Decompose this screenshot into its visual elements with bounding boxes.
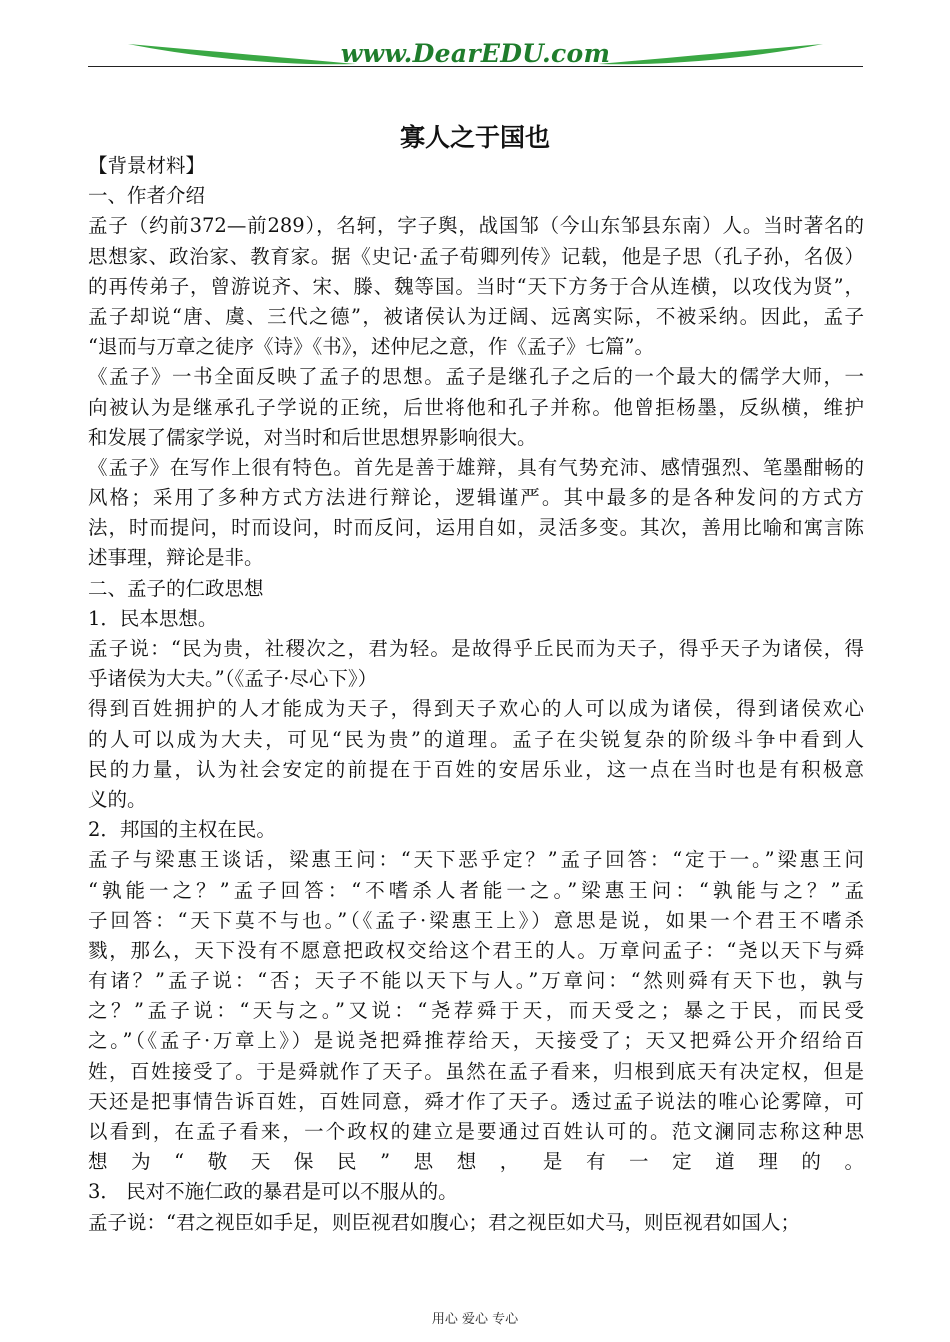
text-line: 孟子说：“君之视臣如手足，则臣视君如腹心；君之视臣如犬马，则臣视君如国人； — [88, 1210, 800, 1234]
text-line: 姓，百姓接受了。于是舜就作了天子。虽然在孟子看来，归根到底天有决定权，但是 — [88, 1059, 864, 1083]
text-line: 2．邦国的主权在民。 — [88, 818, 276, 842]
text-line: 《孟子》在写作上很有特色。首先是善于雄辩，具有气势充沛、感情强烈、笔墨酣畅的 — [88, 455, 864, 479]
text-line: 思想家、政治家、教育家。据《史记·孟子荀卿列传》记载，他是子思（孔子孙，名伋） — [88, 244, 864, 268]
header-divider — [88, 66, 863, 67]
text-line: 孟子说：“民为贵，社稷次之，君为轻。是故得乎丘民而为天子，得乎天子为诸侯，得 — [88, 637, 864, 660]
text-line: 风格；采用了多种方式方法进行辩论，逻辑谨严。其中最多的是各种发问的方式方 — [88, 486, 864, 510]
text-line: 法，时而提问，时而设问，时而反问，运用自如，灵活多变。其次，善用比喻和寓言陈 — [88, 516, 864, 540]
text-line: 乎诸侯为大夫。”（《孟子·尽心下》） — [88, 667, 378, 691]
text-line: 孟子却说“唐、虞、三代之德”，被诸侯认为迂阔、远离实际，不被采纳。因此，孟子 — [88, 304, 864, 328]
text-line: 的再传弟子，曾游说齐、宋、滕、魏等国。当时“天下方务于合从连横，以攻伐为贤”， — [88, 274, 864, 298]
text-line: “退而与万章之徒序《诗》《书》，述仲尼之意，作《孟子》七篇”。 — [88, 335, 654, 359]
text-line: 以看到，在孟子看来，一个政权的建立是要通过百姓认可的。范文澜同志称这种思 — [88, 1120, 864, 1143]
text-line: 1．民本思想。 — [88, 606, 218, 630]
text-line: 孟子（约前372—前289），名轲，字子舆，战国邹（今山东邹县东南）人。当时著名的 — [88, 214, 864, 238]
text-line: 想为“敬天保民”思想，是有一定道理的。 — [88, 1150, 864, 1174]
text-line: 二、孟子的仁政思想 — [88, 576, 264, 600]
text-line: 戮，那么，天下没有不愿意把政权交给这个君王的人。万章问孟子：“尧以天下与舜 — [88, 938, 864, 962]
text-line: 天还是把事情告诉百姓，百姓同意，舜才作了天子。透过孟子说法的唯心论雾障，可 — [88, 1089, 864, 1113]
text-line: 向被认为是继承孔子学说的正统，后世将他和孔子并称。他曾拒杨墨，反纵横，维护 — [88, 395, 864, 419]
text-line: 之。”（《孟子·万章上》）是说尧把舜推荐给天，天接受了；天又把舜公开介绍给百 — [88, 1029, 864, 1053]
text-line: 的人可以成为大夫，可见“民为贵”的道理。孟子在尖锐复杂的阶级斗争中看到人 — [88, 727, 864, 751]
text-line: 述事理，辩论是非。 — [88, 546, 264, 570]
text-line: 《孟子》一书全面反映了孟子的思想。孟子是继孔子之后的一个最大的儒学大师，一 — [88, 365, 864, 389]
text-line: 孟子与梁惠王谈话，梁惠王问：“天下恶乎定？”孟子回答：“定于一。”梁惠王问 — [88, 848, 864, 872]
text-line: 之？”孟子说：“天与之。”又说：“尧荐舜于天，而天受之；暴之于民，而民受 — [88, 999, 864, 1023]
text-line: 一、作者介绍 — [88, 184, 206, 208]
page-title: 寡人之于国也 — [399, 123, 550, 152]
site-header-text: www.DearEDU.com — [340, 39, 611, 68]
text-line: 有诸？”孟子说：“否；天子不能以天下与人。”万章问：“然则舜有天下也，孰与 — [88, 969, 864, 993]
text-line: 义的。 — [88, 787, 147, 811]
text-line: “孰能一之？”孟子回答：“不嗜杀人者能一之。”梁惠王问：“孰能与之？”孟 — [88, 878, 864, 902]
page-footer: 用心 爱心 专心 — [431, 1312, 519, 1327]
text-line: 【背景材料】 — [88, 154, 206, 177]
document-body — [88, 151, 864, 1238]
text-line: 得到百姓拥护的人才能成为天子，得到天子欢心的人可以成为诸侯，得到诸侯欢心 — [88, 697, 864, 721]
text-line: 民的力量，认为社会安定的前提在于百姓的安居乐业，这一点在当时也是有积极意 — [88, 757, 864, 781]
text-line: 子回答：“天下莫不与也。”（《孟子·梁惠王上》）意思是说，如果一个君王不嗜杀 — [88, 908, 864, 932]
text-line: 3． 民对不施仁政的暴君是可以不服从的。 — [88, 1180, 458, 1204]
text-line: 和发展了儒家学说，对当时和后世思想界影响很大。 — [88, 425, 537, 449]
